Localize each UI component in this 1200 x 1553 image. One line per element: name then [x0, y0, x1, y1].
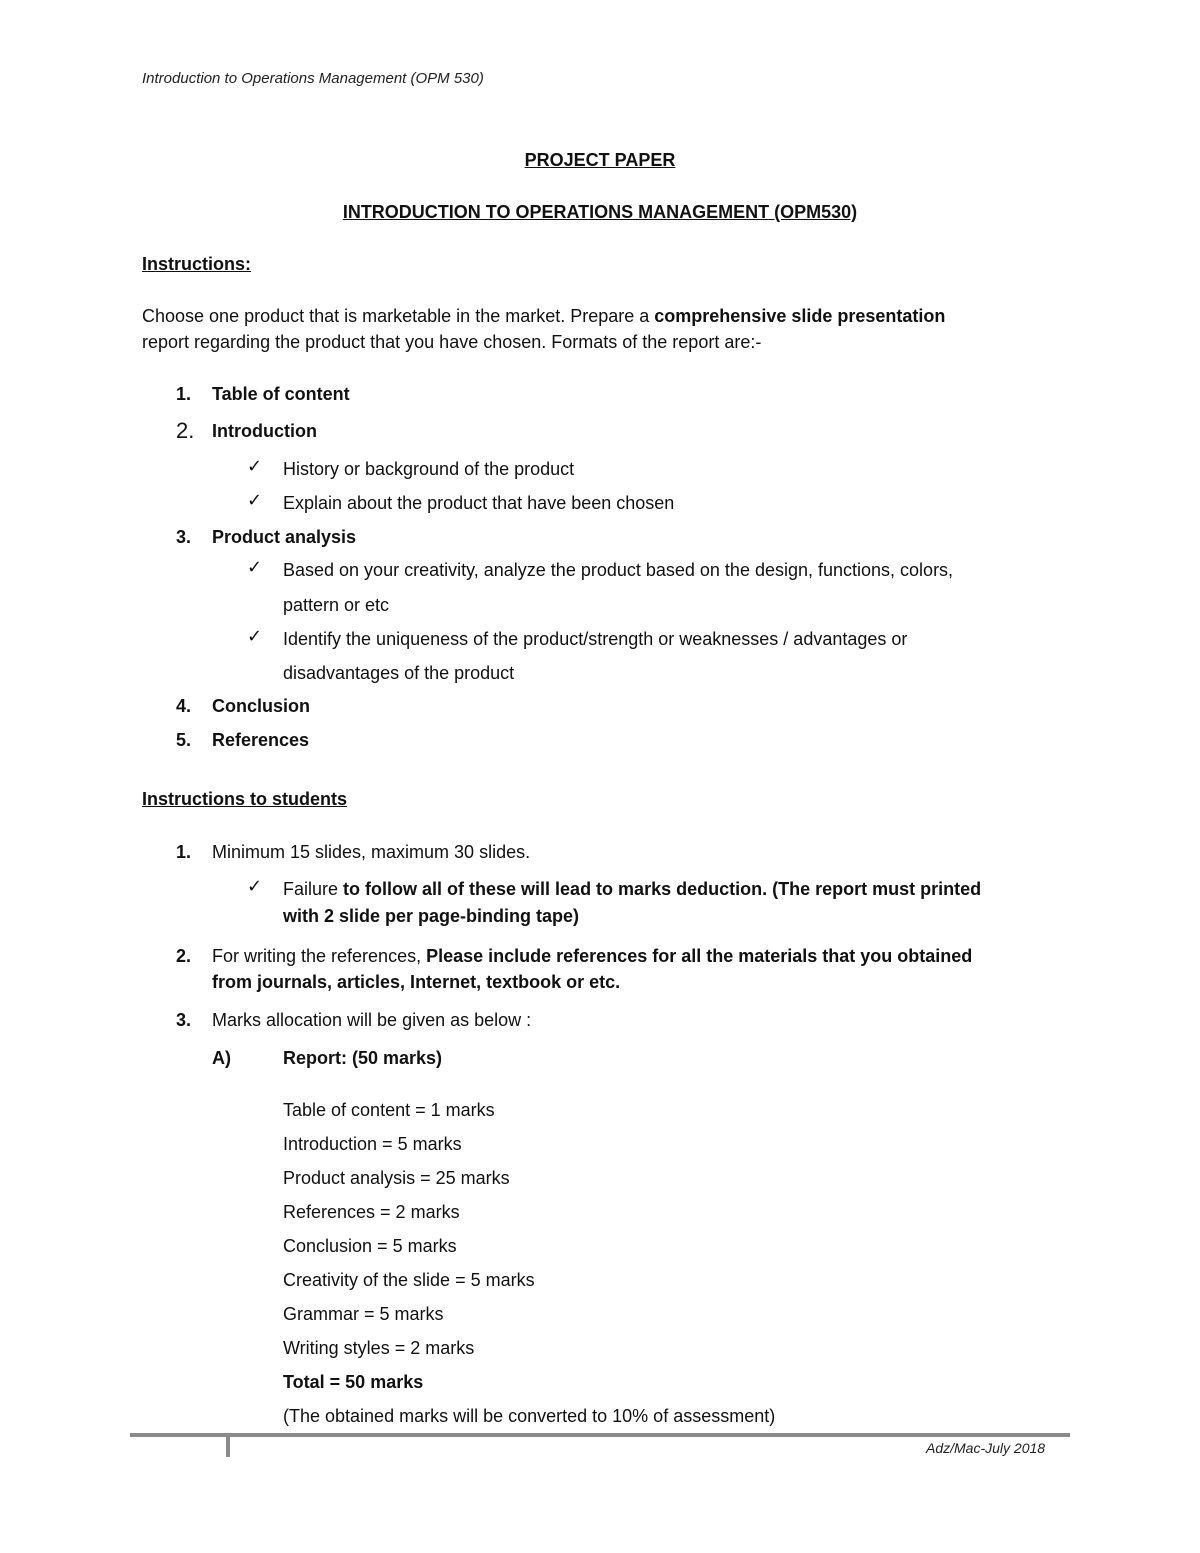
check-mark-icon: ✓ [247, 490, 263, 510]
students-item-number: 1. [176, 842, 192, 862]
format-item-number: 2. [176, 418, 195, 443]
marks-line: Conclusion = 5 marks [283, 1236, 457, 1256]
students-item-references-line1 [212, 946, 972, 967]
students-item-marks: Marks allocation will be given as below : [212, 1010, 532, 1030]
sub-item: Based on your creativity, analyze the product based on the design, functions, colors, [283, 560, 954, 580]
format-item-references: References [212, 730, 310, 750]
footer-text: Adz/Mac-July 2018 [926, 1440, 1046, 1456]
format-item-table-of-content: Table of content [212, 384, 350, 404]
check-mark-icon: ✓ [247, 626, 263, 646]
students-item-number: 2. [176, 946, 192, 966]
sub-item: Explain about the product that have been chosen [283, 493, 675, 513]
marks-line: Table of content = 1 marks [283, 1100, 495, 1120]
marks-line: References = 2 marks [283, 1202, 460, 1222]
format-item-number: 4. [176, 696, 192, 716]
format-item-product-analysis: Product analysis [212, 527, 357, 547]
instructions-paragraph-line2: report regarding the product that you have chosen. Formats of the report are:- [142, 332, 762, 352]
running-header: Introduction to Operations Management (OPM 530) [142, 70, 484, 87]
check-mark-icon: ✓ [247, 876, 263, 896]
instructions-paragraph-bold: comprehensive slide presentation [654, 306, 946, 326]
section-report-label: Report: (50 marks) [283, 1048, 443, 1068]
footer-marker [226, 1437, 230, 1457]
sub-item-plain: Failure [283, 879, 344, 899]
students-item-references-line2: from journals, articles, Internet, textbook or etc. [212, 972, 621, 992]
instructions-heading: Instructions: [142, 254, 252, 274]
sub-item: History or background of the product [283, 459, 575, 479]
students-item-number: 3. [176, 1010, 192, 1030]
references-plain: For writing the references, [212, 946, 427, 966]
format-item-number: 5. [176, 730, 192, 750]
students-heading: Instructions to students [142, 789, 348, 809]
format-item-conclusion: Conclusion [212, 696, 310, 716]
document-subtitle: INTRODUCTION TO OPERATIONS MANAGEMENT (OPM530) [342, 202, 858, 222]
sub-item-continuation: disadvantages of the product [283, 663, 515, 683]
references-bold: Please include references for all the materials that you obtained [426, 946, 973, 966]
check-mark-icon: ✓ [247, 557, 263, 577]
format-item-number: 3. [176, 527, 192, 547]
sub-item-continuation: pattern or etc [283, 595, 390, 615]
check-mark-icon: ✓ [247, 456, 263, 476]
students-sub-item-line1 [283, 879, 981, 900]
format-item-number: 1. [176, 384, 192, 404]
section-letter: A) [212, 1048, 231, 1068]
marks-line: Creativity of the slide = 5 marks [283, 1270, 535, 1290]
marks-total: Total = 50 marks [283, 1372, 424, 1392]
sub-item: Identify the uniqueness of the product/strength or weaknesses / advantages or [283, 629, 908, 649]
format-item-introduction: Introduction [212, 421, 317, 441]
instructions-paragraph-line1 [142, 306, 945, 327]
instructions-paragraph-text: Choose one product that is marketable in the market. Prepare a [142, 306, 655, 326]
sub-item-bold: to follow all of these will lead to marks deduction. (The report must printed [343, 879, 982, 899]
marks-note: (The obtained marks will be converted to 10% of assessment) [283, 1406, 776, 1426]
marks-line: Grammar = 5 marks [283, 1304, 444, 1324]
marks-line: Writing styles = 2 marks [283, 1338, 475, 1358]
footer-divider [130, 1433, 1070, 1437]
students-sub-item-line2: with 2 slide per page-binding tape) [283, 906, 580, 926]
marks-line: Product analysis = 25 marks [283, 1168, 510, 1188]
marks-line: Introduction = 5 marks [283, 1134, 462, 1154]
document-title: PROJECT PAPER [524, 150, 676, 170]
students-item-slides: Minimum 15 slides, maximum 30 slides. [212, 842, 531, 862]
